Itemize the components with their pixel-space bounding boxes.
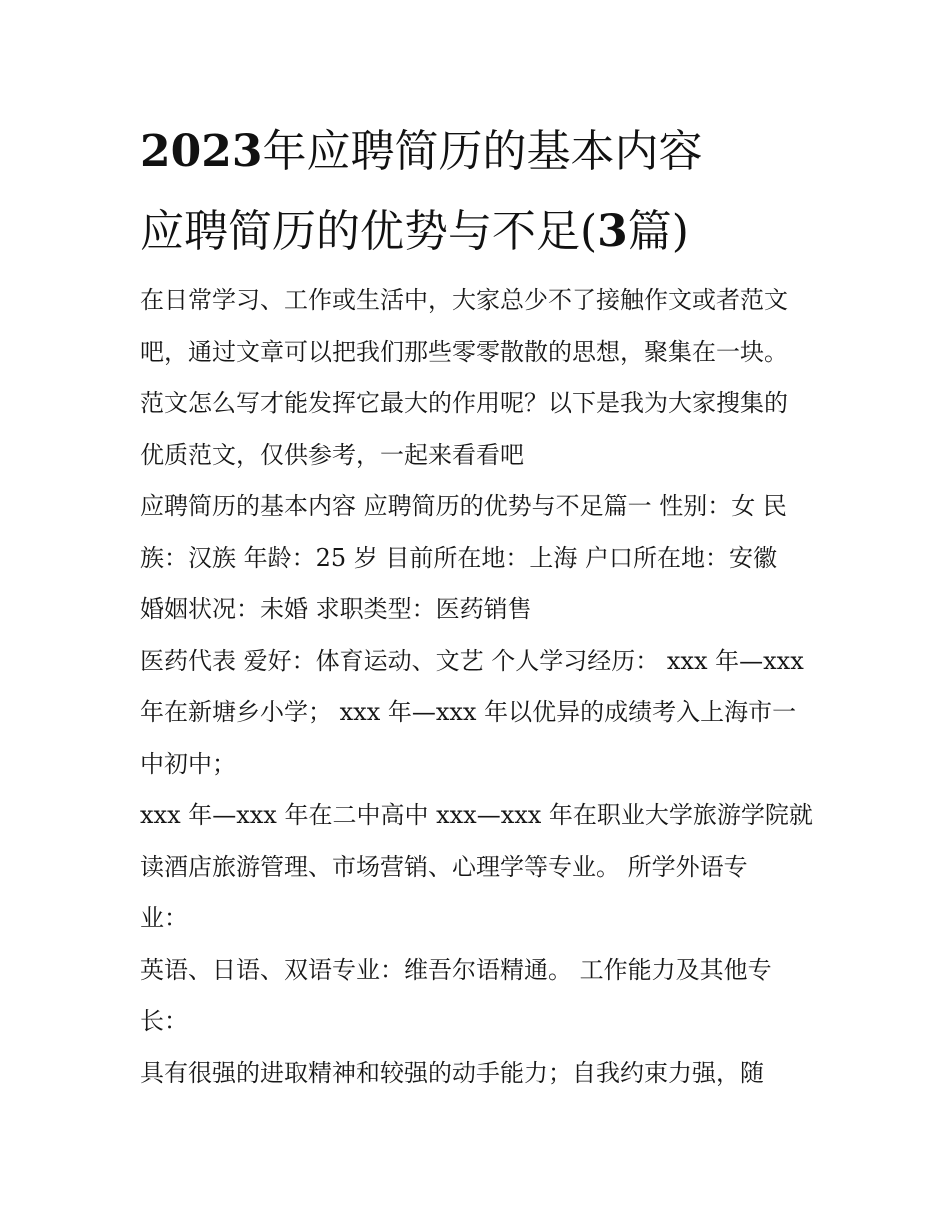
title-line-2 bbox=[140, 192, 840, 272]
title-count: 3 bbox=[597, 206, 628, 257]
body-line-4: 优质范文，仅供参考，一起来看看吧 bbox=[140, 440, 524, 469]
body-line-10: 中初中； bbox=[140, 749, 236, 778]
body-line-13: 业： bbox=[140, 904, 188, 932]
title-line-2-end: 篇) bbox=[627, 206, 689, 257]
body-line-11: xxx 年—xxx 年在二中高中 xxx—xxx 年在职业大学旅游学院就 bbox=[140, 801, 813, 829]
body-line-1: 在日常学习、工作或生活中，大家总少不了接触作文或者范文 bbox=[140, 286, 788, 314]
title-line-1 bbox=[140, 112, 840, 192]
body-line-14: 英语、日语、双语专业：维吾尔语精通。 工作能力及其他专 bbox=[140, 955, 772, 984]
body-line-2: 吧，通过文章可以把我们那些零零散散的思想，聚集在一块。 bbox=[140, 337, 788, 366]
body-line-3: 范文怎么写才能发挥它最大的作用呢？以下是我为大家搜集的 bbox=[140, 389, 788, 417]
body-line-6: 族：汉族 年龄：25 岁 目前所在地：上海 户口所在地：安徽 bbox=[140, 543, 778, 572]
body-line-12: 读酒店旅游管理、市场营销、心理学等专业。 所学外语专 bbox=[140, 852, 748, 881]
document-body bbox=[140, 275, 820, 1099]
document-title bbox=[140, 112, 840, 272]
body-line-5: 应聘简历的基本内容 应聘简历的优势与不足篇一 性别：女 民 bbox=[140, 492, 787, 520]
title-line-1-text: 年应聘简历的基本内容 bbox=[262, 126, 703, 177]
title-line-2-text: 应聘简历的优势与不足( bbox=[140, 206, 598, 257]
body-line-16: 具有很强的进取精神和较强的动手能力；自我约束力强，随 bbox=[140, 1058, 764, 1087]
body-line-15: 长： bbox=[140, 1007, 188, 1035]
title-year: 2023 bbox=[140, 126, 263, 177]
body-line-9: 年在新塘乡小学； xxx 年—xxx 年以优异的成绩考入上海市一 bbox=[140, 698, 797, 726]
body-line-7: 婚姻状况：未婚 求职类型：医药销售 bbox=[140, 595, 532, 623]
body-line-8: 医药代表 爱好：体育运动、文艺 个人学习经历： xxx 年—xxx bbox=[140, 646, 804, 675]
